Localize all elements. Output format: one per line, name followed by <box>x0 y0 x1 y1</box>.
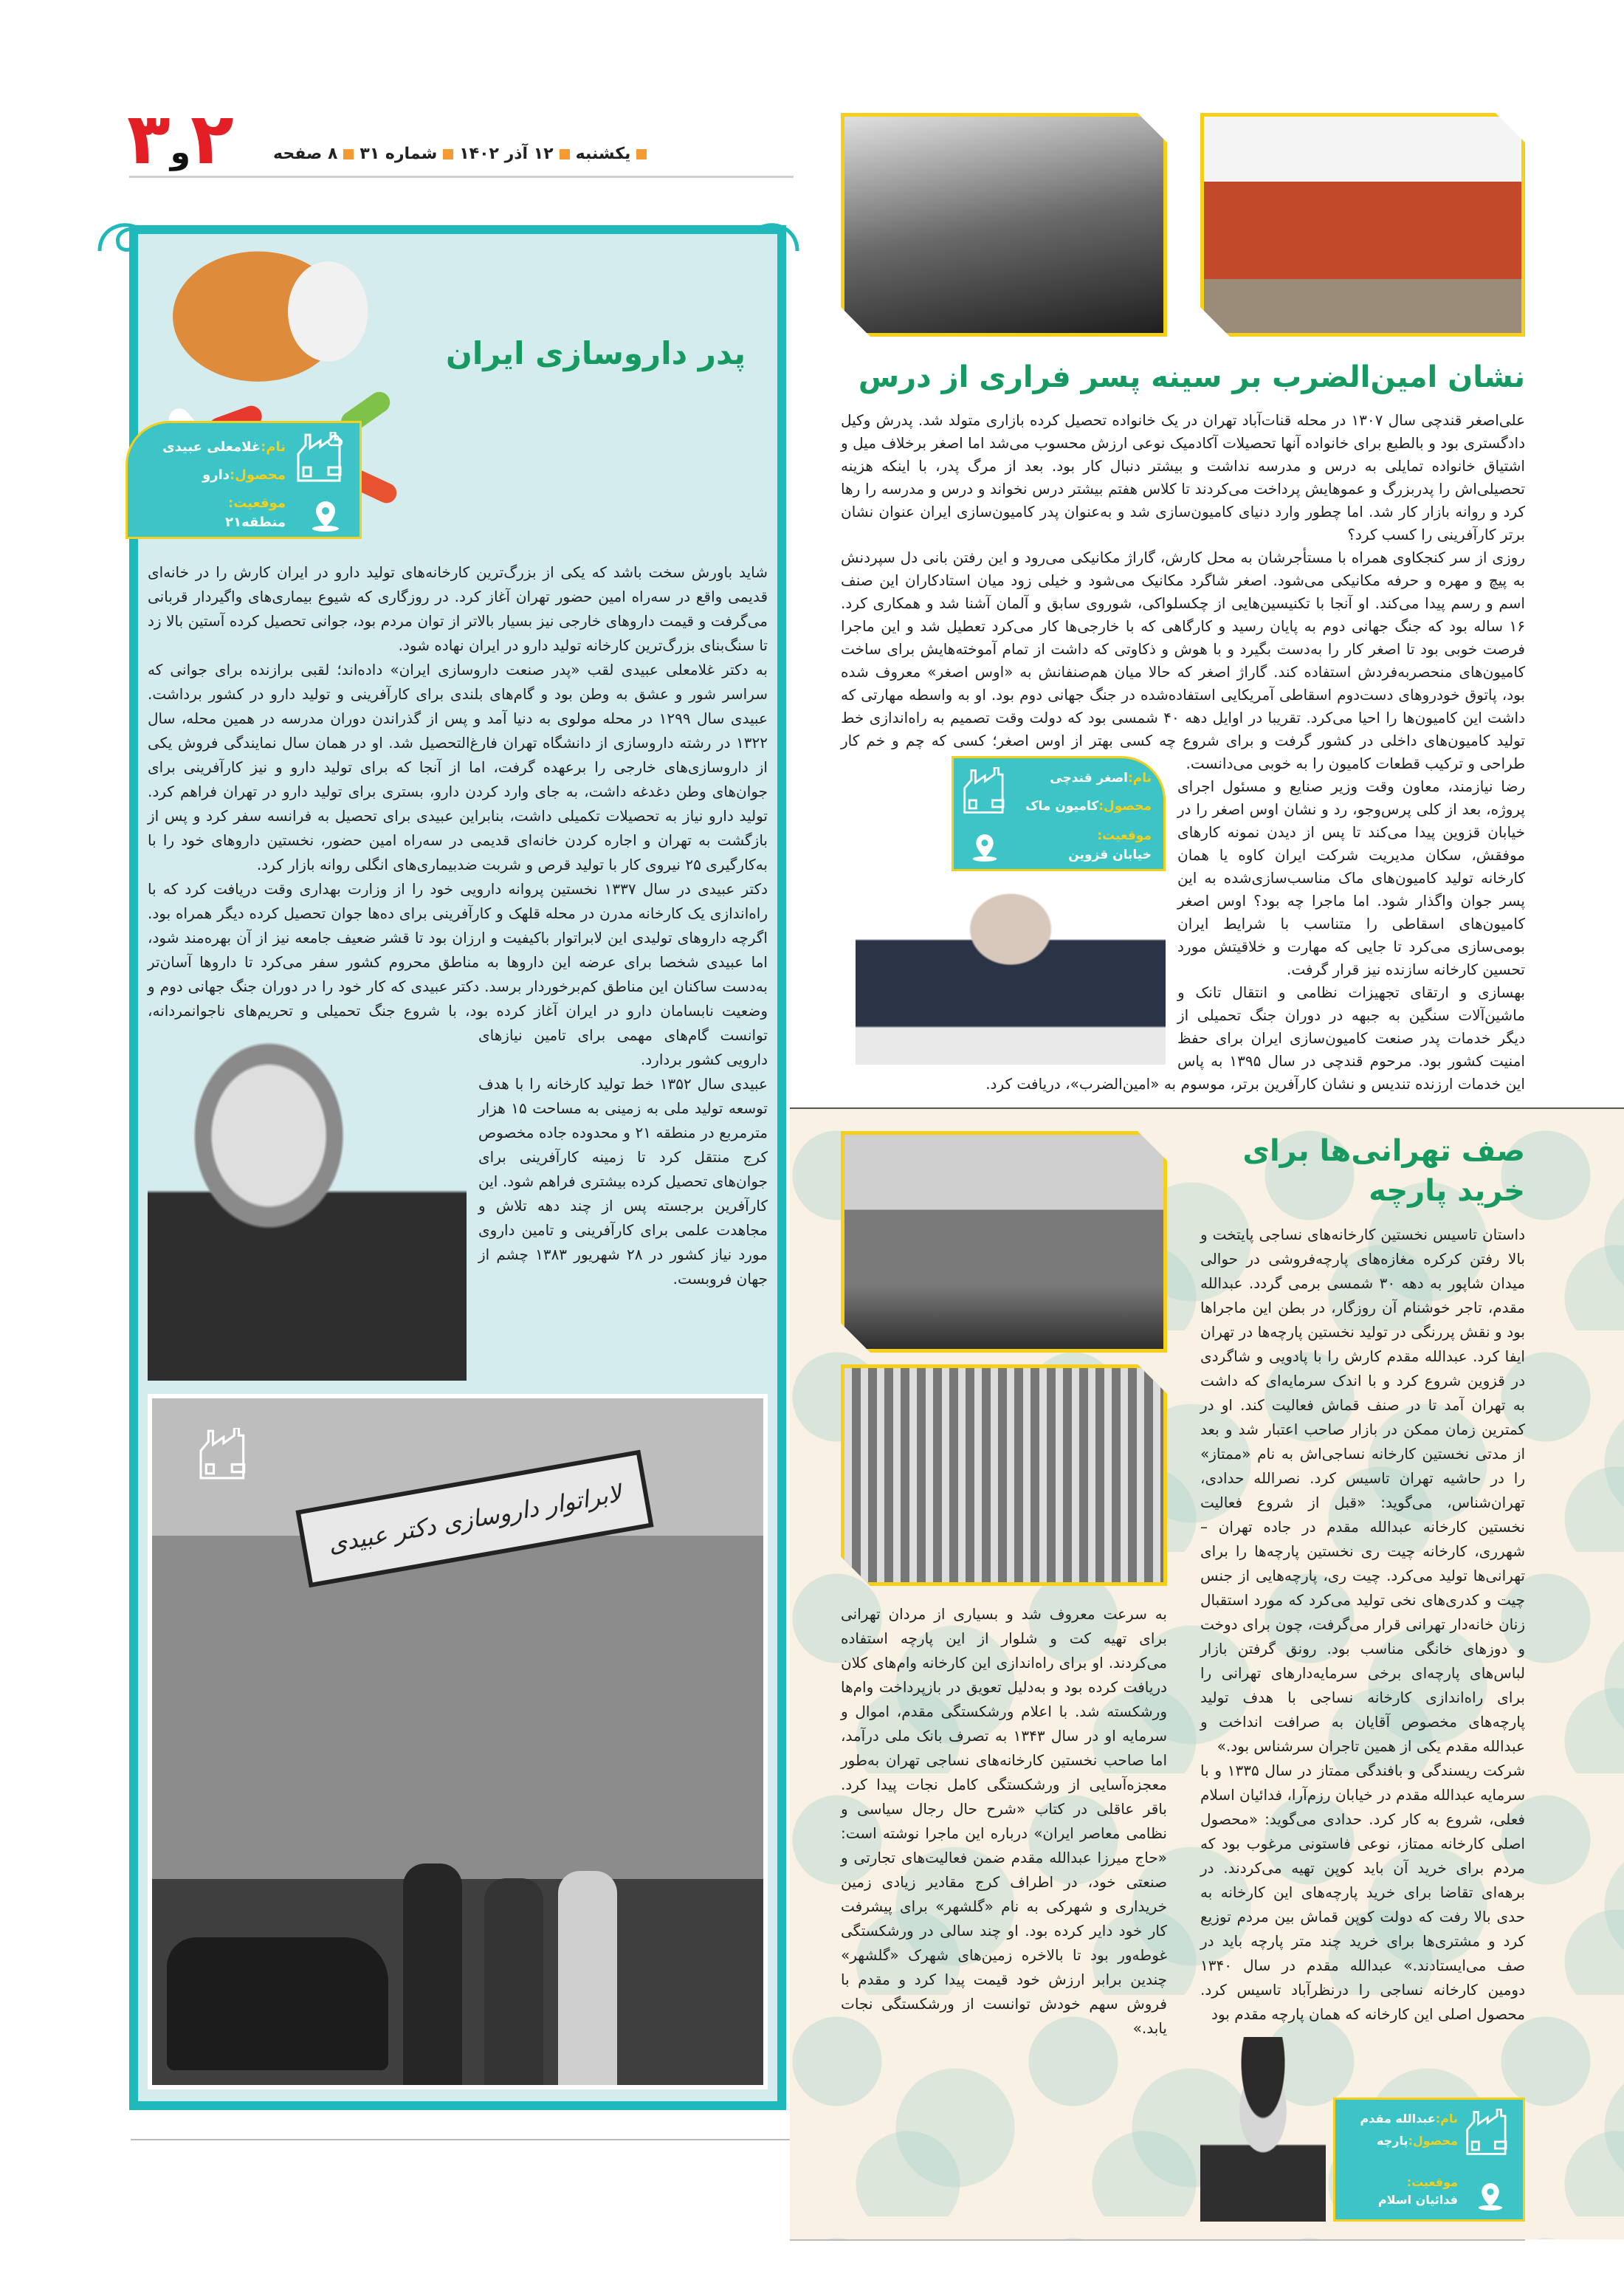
bottom-rule-right <box>790 2239 1525 2241</box>
paragraph: داستان تاسیس نخستین کارخانه‌های نساجی پایتخت و بالا رفتن کرکره مغازه‌های پارچه‌فروشی در حوالی میدان شاپور به دهه ۳۰ شمسی برمی گردد. عبدالله مقدم، تاجر خوشنام آن روزگار، در بطن این ماجراها بود و نقش پررنگی در تولید نخستین پارچه‌ها در تهران ایفا کرد. عبدالله مقدم کارش را با پادویی و شاگردی در قزوین شروع کرد و با اندک سرمایه‌ای که داشت به تهران آمد تا در صنف قماش فعالیت کند. او در کمترین زمان ممکن در بازار صاحب اعتبار شد و بعد از مدتی نخستین کارخانه نساجی‌اش به نام «ممتاز» را در حاشیه تهران تاسیس کرد. نصرالله حدادی، تهران‌شناس، می‌گوید: «قبل از شروع فعالیت نخستین کارخانه عبدالله مقدم در جاده تهران –شهرری، کارخانه چیت ری نخستین پارچه‌ها را برای تهرانی‌ها تولید می‌کرد. چیت ری، پارچه‌هایی از جنس چیت و کدری‌های نخی تولید می‌کرد که مورد استقبال زنان خانه‌دار تهرانی قرار می‌گرفت، چون برای دوخت و دوزهای خانگی مناسب بود. رونق گرفتن بازار لباس‌های پارچه‌ای برخی سرمایه‌دارهای تهرانی را برای راه‌اندازی کارخانه نساجی با هدف تولید پارچه‌های مخصوص آقایان به صرافت انداخت و عبدالله مقدم یکی از همین تاجران سرشناس بود.» <box>1200 1226 1525 1755</box>
page-numbers <box>127 97 234 180</box>
paragraph: به سرعت معروف شد و بسیاری از مردان تهرانی برای تهیه کت و شلوار از این پارچه استفاده می‌کردند. او برای راه‌اندازی این کارخانه وام‌های کلان دریافت کرده بود و به‌دلیل تعویق در بازپرداخت وام‌ها ورشکسته شد. با اعلام ورشکستگی مقدم، اموال و سرمایه او در سال ۱۳۴۳ به تصرف بانک ملی درآمد، اما صاحب نخستین کارخانه‌های نساجی تهران به‌طور معجزه‌آسایی از ورشکستگی کامل نجات پیدا کرد. باقر عاقلی در کتاب «شرح حال رجال سیاسی و نظامی معاصر ایران» درباره این ماجرا نوشته است: «حاج میرزا عبدالله مقدم ضمن فعالیت‌های تجارتی و صنعتی خود، در اطراف کرج مقادیر زیادی زمین خریداری و شهرکی به نام «گلشهر» برای پیشرفت کار خود دایر کرده بود. او چند سالی در ورشکستگی غوطه‌ور بود تا بالاخره زمین‌های شهرک «گلشهر» چندین برابر ارزش خود قیمت پیدا کرد و مقدم با فروش سهم خودش توانست از ورشکستگی نجات یابد.» <box>841 1605 1168 2037</box>
factory-icon <box>963 767 1011 814</box>
trucks-photo <box>1200 113 1525 337</box>
paragraph: بهسازی و ارتقای تجهیزات نظامی و انتقال تانک و ماشین‌آلات سنگین به جبهه در دوران جنگ تحمیلی از دیگر خدمات پدر صنعت کامیون‌سازی ایران برای حفظ امنیت کشور بود. مرحوم قندچی در سال ۱۳۹۵ به پاس این خدمات ارزنده تندیس و نشان کارآفرین برتر، موسوم به «امین‌الضرب»، دریافت کرد. <box>985 983 1525 1093</box>
location-pin-icon <box>971 832 998 863</box>
moghaddam-portrait-image <box>1200 2037 1326 2222</box>
info-name: نام:اصغر قندچی <box>1050 771 1152 786</box>
top-right-article-title: نشان امین‌الضرب بر سینه پسر فراری از درس <box>858 360 1525 394</box>
info-product: محصول:پارچه <box>1377 2134 1458 2148</box>
info-product: محصول:دارو <box>202 467 286 483</box>
left-info-box <box>125 421 362 539</box>
info-name: نام:عبدالله مقدم <box>1360 2112 1458 2126</box>
obeidi-portrait-image <box>148 1040 467 1381</box>
orange-square-icon <box>560 149 570 159</box>
bottom-right-info-box <box>1333 2098 1525 2222</box>
bottom-right-right-column <box>1200 1223 1525 2027</box>
page-number-2: ۲ <box>190 97 234 180</box>
factory-icon <box>1465 2109 1514 2156</box>
man-figure-image <box>484 1878 543 2085</box>
location-pin-icon <box>311 500 340 532</box>
right-side <box>790 113 1624 2241</box>
issue-dateline <box>273 145 653 163</box>
top-right-media <box>841 756 1166 1065</box>
left-article-frame <box>129 225 786 2110</box>
man-figure-image <box>403 1863 462 2085</box>
paragraph: علی‌اصغر قندچی سال ۱۳۰۷ در محله قنات‌آباد تهران در یک خانواده تحصیل کرده بازاری متولد شد. پدرش وکیل دادگستری بود و بالطبع برای خانواده آنها تحصیلات آکادمیک نوعی ارزش محسوب می‌شد اما اصغر برخلاف میل و اشتیاق خانواده تمایلی به درس و مدرسه نداشت و بیشتر دنبال کار بود. بعد از مرگ پدر، با اینکه هزینه تحصیلی‌اش را پدربزرگ و عموهایش پرداخت می‌کردند تا کلاس هفتم بیشتر درس نخواند و درس و مدرسه را رها کرد و روانه بازار کار شد. اما چطور وارد دنیای کامیون‌سازی شد و به‌عنوان پدر کامیون‌سازی ایران عنوان نشان برتر کارآفرینی را کسب کرد؟ <box>841 411 1525 543</box>
info-name: نام:غلامعلی عبیدی <box>162 439 286 455</box>
bottom-right-media <box>1200 2037 1525 2222</box>
top-right-article <box>790 113 1624 1107</box>
top-right-article-body <box>841 409 1525 1096</box>
paragraph: رضا نیازمند، معاون وقت وزیر صنایع و مسئول اجرای پروژه، بعد از کلی پرس‌وجو، رد و نشان اوس اصغر را در خیابان قزوین پیدا می‌کند تا پس از دیدن نمونه کارهای موفقش، سکان مدیریت شرکت ایران کاوه یا همان کارخانه تولید کامیون‌های ماک مناسب‌سازی‌شده به این پسر جوان واگذار شود. اما ماجرا چه بود؟ اوس اصغر کامیون‌های اسقاطی را متناسب با شرایط ایران بومی‌سازی می‌کرد تا جایی که مهارت و خلاقیتش مورد تحسین کارخانه سازنده نیز قرار گرفت. <box>1177 777 1525 978</box>
factory-icon <box>196 1428 255 1480</box>
bottom-right-right-col <box>1200 1131 1525 2222</box>
lab-sign: لابراتوار داروسازی دکتر عبیدی <box>295 1450 653 1588</box>
info-location: موقعیت: منطقه۲۱ <box>225 495 286 530</box>
date-label: ۱۲ آذر ۱۴۰۲ <box>459 145 554 163</box>
bottom-right-left-col <box>841 1131 1167 2041</box>
spinning-machines-photo <box>841 1364 1167 1586</box>
textile-factory-photo <box>841 1131 1167 1353</box>
left-article-header <box>148 234 768 552</box>
paragraph: عبیدی سال ۱۳۵۲ خط تولید کارخانه را با هدف توسعه تولید ملی به زمینی به مساحت ۱۵ هزار مترمربع در منطقه ۲۱ و محدوده جاده مخصوص کرج منتقل کرد تا زمینه کارآفرینی برای جوان‌های تحصیل کرده بیشتری فراهم شود. این کارآفرین برجسته پس از چند دهه تلاش و مجاهدت علمی برای کارآفرینی و تامین داروی مورد نیاز کشور در ۲۸ شهریور ۱۳۸۳ چشم از جهان فروبست. <box>478 1075 768 1288</box>
paragraph: شرکت ریسندگی و بافندگی ممتاز در سال ۱۳۳۵ و با سرمایه عبدالله مقدم در خیابان رزم‌آرا، فدائیان اسلام فعلی، شروع به کار کرد. حدادی می‌گوید: «محصول اصلی کارخانه ممتاز، نوعی فاستونی مرغوب بود که مردم برای خرید آن باید کوپن تهیه می‌کردند. در برهه‌ای تقاضا برای خرید پارچه‌های این کارخانه به حدی بالا رفت که دولت کوپن قماش بین مردم توزیع کرد و مشتری‌ها برای خرید چند متر پارچه باید در صف می‌ایستادند.» عبدالله مقدم در سال ۱۳۴۰ دومین کارخانه نساجی را درنظرآباد تاسیس کرد. محصول اصلی این کارخانه که همان پارچه مقدم بود <box>1200 1762 1525 2023</box>
lab-building-photo <box>148 1394 768 2089</box>
left-article-body <box>148 560 768 1381</box>
orange-square-icon <box>443 149 453 159</box>
paragraph: دکتر عبیدی در سال ۱۳۳۷ نخستین پروانه دارویی خود را از وزارت بهداری وقت دریافت کرد که با راه‌اندازی یک کارخانه مدرن در محله قلهک و کارآفرینی برای ده‌ها جوان تحصیل کرده دیگر همراه بود. اگرچه داروهای تولیدی این لابراتوار باکیفیت و ارزان بود تا قشر ضعیف جامعه نیز از آن بهره‌مند شود، اما عبیدی شخصا برای عرضه این داروها به مناطق محروم کشور سفر می‌کرد تا داروها آسان‌تر به‌دست ساکنان این مناطق کم‌برخوردار برسد. دکتر عبیدی که کار خود را در دوران جنگ جهانی دوم و وضعیت نابسامان دارو در ایران آغاز کرده بود، با شروع جنگ تحمیلی و تحریم‌های ناجوانمردانه، توانست گام‌های مهمی برای تامین نیازهای دارویی کشور بردارد. <box>148 880 768 1068</box>
page-number-3: ۳ <box>127 97 171 180</box>
man-figure-image <box>558 1871 617 2085</box>
info-product: محصول:کامیون ماک <box>1025 799 1152 814</box>
location-pin-icon <box>1477 2181 1504 2212</box>
info-location: موقعیت: خیابان قزوین <box>1068 828 1152 862</box>
bottom-rule <box>131 2139 790 2140</box>
orange-square-icon <box>636 149 647 159</box>
issue-number: شماره ۳۱ <box>359 145 438 163</box>
info-location: موقعیت: فدائیان اسلام <box>1377 2175 1458 2207</box>
vintage-car-image <box>167 1937 388 2070</box>
top-right-info-box <box>952 756 1166 871</box>
workshop-photo <box>841 113 1167 337</box>
day-label: یکشنبه <box>575 145 631 163</box>
bottom-right-article-title: صف تهرانی‌ها برای خرید پارچه <box>1242 1134 1525 1208</box>
paragraph: به دکتر غلامعلی عبیدی لقب «پدر صنعت داروسازی ایران» داده‌اند؛ لقبی برازنده برای جوانی که سراسر شور و عشق به وطن بود و گام‌های بلندی برای کارآفرینی و تولید دارو در کشور برداشت. عبیدی سال ۱۲۹۹ در محله مولوی به دنیا آمد و پس از گذراندن دوران مدرسه در همین محله، سال ۱۳۲۲ در رشته داروسازی از دانشگاه تهران فارغ‌التحصیل شد. او در همان سال نمایندگی فروش یکی از داروسازی‌های خارجی را برعهده گرفت، اما از آنجا که برای تولید دارو و نیز کارآفرینی برای جوان‌های وطن دغدغه داشت، به جای وارد کردن دارو، بستری برای تولید دارو در تهران فراهم کرد. تولید دارو نیاز به تحصیلات تکمیلی داشت، بنابراین عبیدی برای تحصیل به فرانسه سفر کرد و پس از بازگشت به تهران و اجاره کردن خانه‌ای قدیمی در سه‌راه امین حضور، نخستین داروهای خود را با به‌کارگیری ۲۵ نیروی کار با تولید قرص و شربت ضدبیماری‌های انگلی روانه بازار کرد. <box>148 661 768 873</box>
left-article-title: پدر داروسازی ایران <box>446 335 746 371</box>
paragraph: شاید باورش سخت باشد که یکی از بزرگ‌ترین کارخانه‌های تولید دارو در ایران کارش را در خانه‌ای قدیمی واقع در سه‌راه امین حضور تهران آغاز کرد. در روزگاری که شیوع بیماری‌های واگیردار قربانی می‌گرفت و قیمت داروهای خارجی نیز بسیار بالاتر از توان مردم بود، جوانی تحصیل کرده آستین بالا زد تا سنگ‌بنای بزرگ‌ترین کارخانه تولید دارو در ایران نهاده شود. <box>148 563 768 654</box>
ghandchi-portrait-image <box>856 871 1166 1065</box>
orange-square-icon <box>343 149 354 159</box>
page-count: ۸ صفحه <box>273 145 338 163</box>
bottom-right-left-column <box>841 1602 1167 2041</box>
paragraph: روزی از سر کنجکاوی همراه با مستأجرشان به محل کارش، گاراژ مکانیکی می‌رود و این رفتن بانی دل سپردنش به پیچ و مهره و حرفه مکانیکی می‌شود. اصغر شاگرد مکانیک می‌شود و خیلی زود میان استادکاران این صنف اسم و رسم پیدا می‌کند. او آنجا با تکنیسین‌هایی از چکسلواکی، شوروی سابق و آلمان آشنا شد و همکاری کرد. ۱۶ ساله بود که جنگ جهانی دوم به پایان رسید و کارگاهی که با خارجی‌ها کار می‌کرد تعطیل شد و این ماجرا فرصت خوبی بود تا اصغر کار را به‌دست بگیرد و با هوش و ذکاوتی که داشت از تمام آموخته‌هایش برای ساخت کامیون‌های منحصربه‌فردش استفاده کند. گاراژ اصغر که حالا میان هم‌صنفانش به «اوس اصغر» معروف شده بود، پاتوق خودروهای دست‌دوم اسقاطی آمریکایی استفاده‌شده در جنگ جهانی دوم بود. او به واسطه مهارتی که داشت این کامیون‌ها را احیا می‌کرد. تقریبا در اوایل دهه ۴۰ شمسی بود که دولت وقت تصمیم به راه‌اندازی خط تولید کامیون‌های داخلی در کشور گرفت و برای شروع چه کسی بهتر از اوس اصغر؛ کسی که چم و خم کار طراحی و ترکیب قطعات کامیون را به خوبی می‌دانست. <box>841 549 1525 772</box>
page-number-joiner: و <box>170 134 190 171</box>
bottom-right-article <box>790 1109 1624 2239</box>
factory-icon <box>296 432 349 482</box>
